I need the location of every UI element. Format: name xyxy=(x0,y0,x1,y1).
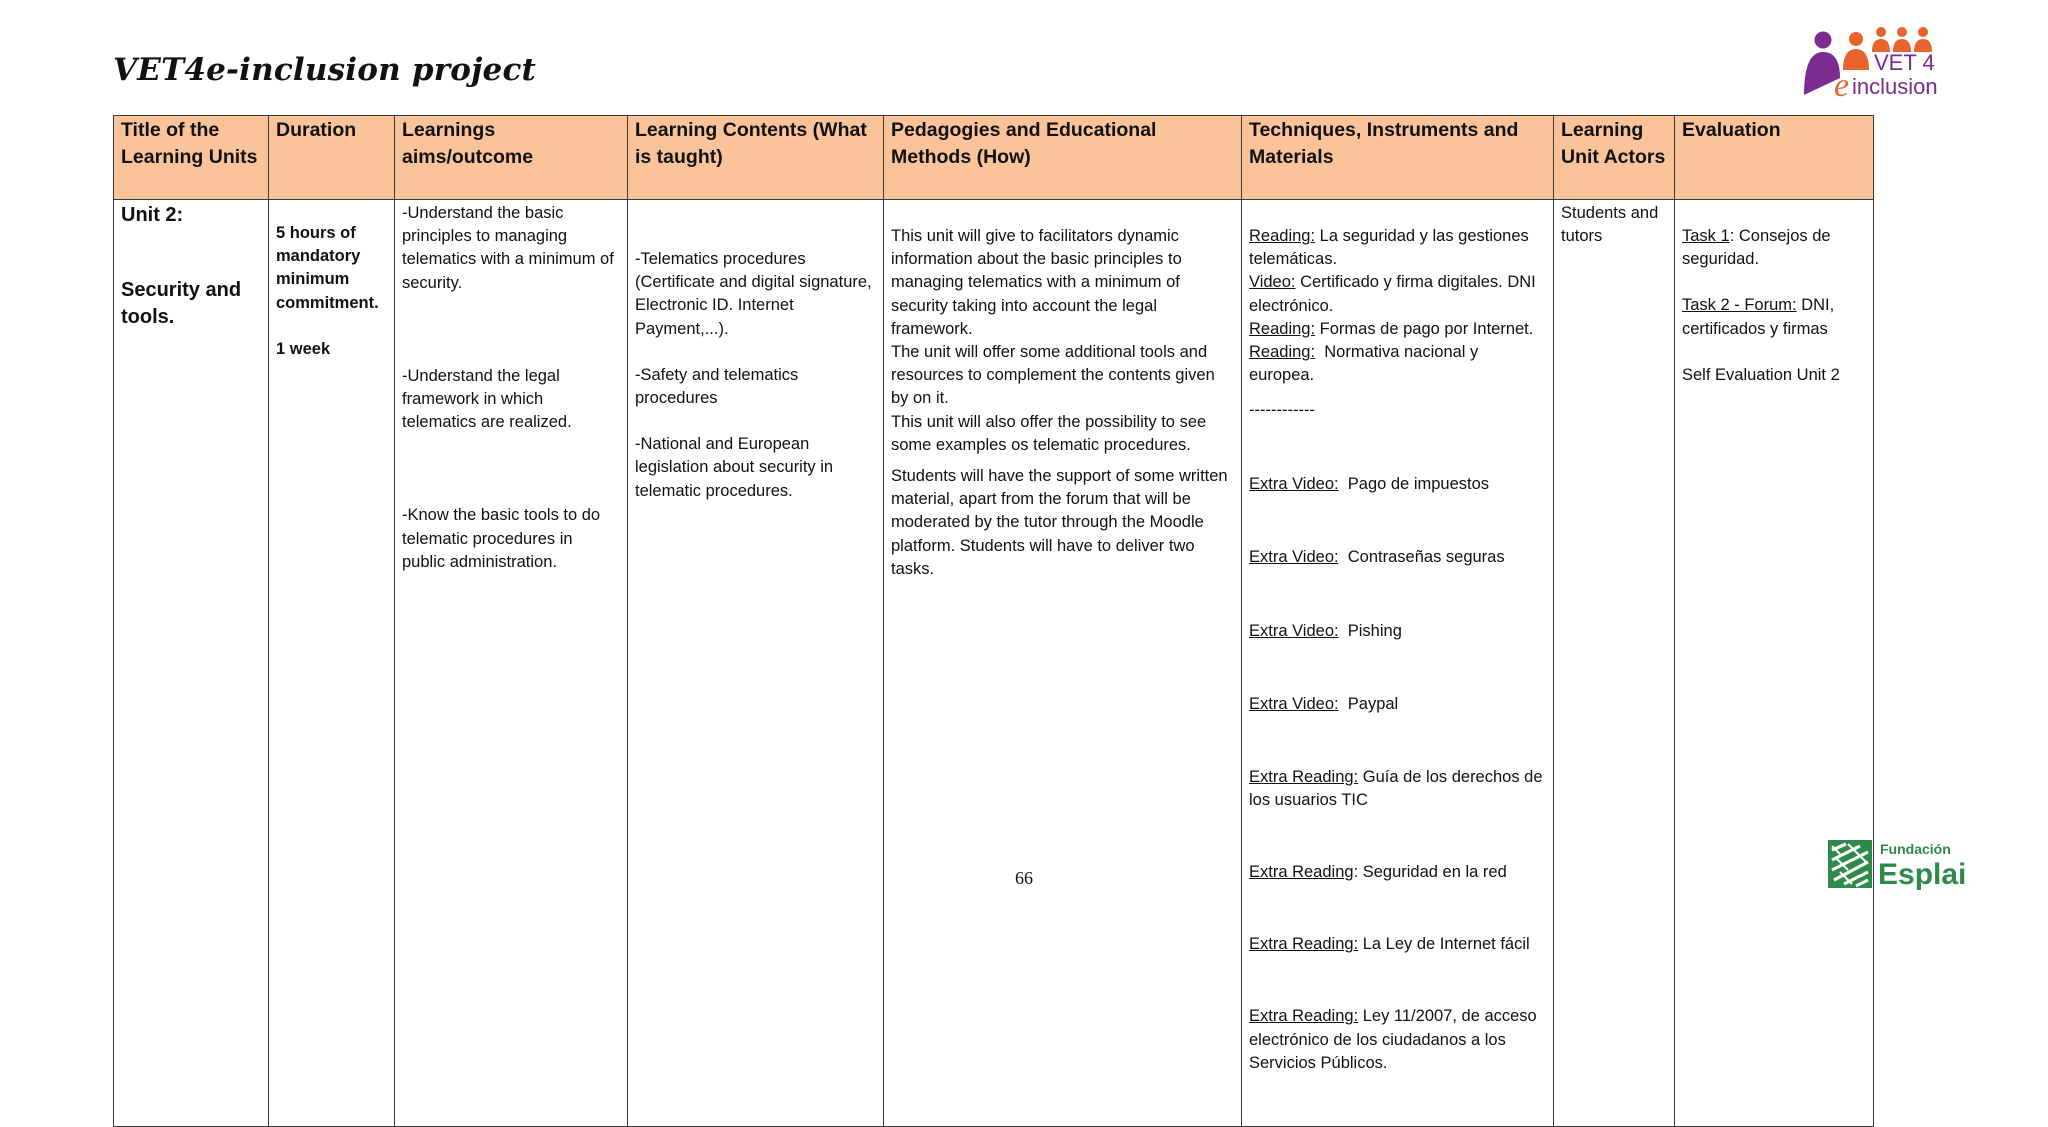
pedagogy-paragraph: This unit will give to facilitators dynamic information about the basic principles to managing telematics with a minimum of security taking into account the legal framework. xyxy=(891,227,1182,338)
page-number: 66 xyxy=(1015,868,1033,888)
content-item: -Safety and telematics procedures xyxy=(635,365,799,408)
aim-item: -Know the basic tools to do telematic procedures in public administration. xyxy=(402,506,601,571)
task-text: : Consejos de seguridad. xyxy=(1682,227,1831,269)
extra-text: La Ley de Internet fácil xyxy=(1358,935,1530,954)
evaluation-task-2 xyxy=(1682,294,1866,340)
esplai-leaf-icon xyxy=(1828,840,1872,888)
material-item xyxy=(1249,225,1546,271)
extra-text: Paypal xyxy=(1338,695,1399,714)
task-label: Task 2 - Forum: xyxy=(1682,296,1797,315)
material-item xyxy=(1249,318,1546,341)
cell-unit-title xyxy=(114,200,269,1127)
header-learning-contents: Learning Contents (What is taught) xyxy=(628,116,884,200)
header-techniques: Techniques, Instruments and Materials xyxy=(1242,116,1554,200)
extra-label: Extra Reading: xyxy=(1249,1007,1359,1026)
material-label: Reading: xyxy=(1249,319,1316,338)
header-evaluation: Evaluation xyxy=(1675,116,1874,200)
extra-text: Pishing xyxy=(1338,621,1402,640)
extra-label: Extra Reading xyxy=(1249,863,1354,882)
extra-item xyxy=(1249,545,1546,570)
pedagogy-paragraph: The unit will offer some additional tools and resources to complement the contents given by on it. xyxy=(891,343,1215,408)
extra-label: Extra Reading: xyxy=(1249,935,1359,954)
cell-duration xyxy=(269,200,395,1127)
material-text: Normativa nacional y europea. xyxy=(1249,343,1483,385)
aim-item: -Understand the basic principles to managing telematics with a minimum of security. xyxy=(402,204,614,292)
pedagogy-paragraph: Students will have the support of some written material, apart from the forum that will be moderated by the tutor through the Moodle platform. Students will have to deliver two tasks. xyxy=(891,467,1228,578)
extra-item xyxy=(1249,1005,1546,1075)
extra-label: Extra Video: xyxy=(1249,548,1339,567)
extra-label: Extra Video: xyxy=(1249,474,1339,493)
learning-unit-table xyxy=(113,115,1874,1127)
extra-item xyxy=(1249,619,1546,644)
material-text: Certificado y firma digitales. DNI electrónico. xyxy=(1249,273,1536,315)
cell-learning-contents xyxy=(628,200,884,1127)
duration-hours: 5 hours of mandatory minimum commitment. xyxy=(276,224,379,312)
material-text: Formas de pago por Internet. xyxy=(1315,319,1534,338)
extra-label: Extra Video: xyxy=(1249,621,1339,640)
aim-item: -Understand the legal framework in which telematics are realized. xyxy=(402,366,572,432)
table-header-row xyxy=(114,116,1874,200)
cell-evaluation xyxy=(1675,200,1874,1127)
extra-item xyxy=(1249,933,1546,956)
extra-item xyxy=(1249,692,1546,717)
material-item xyxy=(1249,341,1546,387)
cell-techniques xyxy=(1242,200,1554,1127)
extra-text: : Seguridad en la red xyxy=(1353,863,1507,882)
content-item: -National and European legislation about security in telematic procedures. xyxy=(635,435,834,500)
fundacion-esplai-logo xyxy=(1826,836,1966,892)
material-label: Reading: xyxy=(1249,343,1316,362)
extra-list xyxy=(1249,423,1546,1124)
svg-text:Fundación: Fundación xyxy=(1880,841,1951,857)
separator-line: ------------ xyxy=(1249,401,1315,420)
vet4-inclusion-logo xyxy=(1796,20,1946,100)
extra-item xyxy=(1249,861,1546,884)
svg-text:Esplai: Esplai xyxy=(1878,858,1966,891)
extra-text: Guía de los derechos de los usuarios TIC xyxy=(1249,767,1548,809)
material-item xyxy=(1249,271,1546,317)
content-item: -Telematics procedures (Certificate and digital signature, Electronic ID. Internet Payment,...). xyxy=(635,250,872,338)
extra-text: Ley 11/2007, de acceso electrónico de los ciudadanos a los Servicios Públicos. xyxy=(1249,1007,1542,1072)
extra-item xyxy=(1249,472,1546,497)
table-row xyxy=(114,200,1874,1127)
material-label: Reading: xyxy=(1249,227,1316,245)
header-title-of-units: Title of the Learning Units xyxy=(114,116,269,200)
unit-number: Unit 2: xyxy=(121,204,184,226)
header-learning-aims: Learnings aims/outcome xyxy=(395,116,628,200)
duration-weeks: 1 week xyxy=(276,339,331,358)
cell-actors: Students and tutors xyxy=(1554,200,1675,1127)
unit-name: Security and tools. xyxy=(121,279,242,328)
extra-item xyxy=(1249,766,1546,812)
header-duration: Duration xyxy=(269,116,395,200)
material-label: Video: xyxy=(1249,273,1296,292)
header-pedagogies: Pedagogies and Educational Methods (How) xyxy=(884,116,1242,200)
extra-label: Extra Reading: xyxy=(1249,767,1359,786)
extra-label: Extra Video: xyxy=(1249,695,1339,714)
self-evaluation: Self Evaluation Unit 2 xyxy=(1682,365,1840,384)
svg-text:e: e xyxy=(1834,67,1850,100)
svg-text:VET 4: VET 4 xyxy=(1874,50,1935,75)
svg-text:inclusion: inclusion xyxy=(1852,74,1938,99)
header-actors: Learning Unit Actors xyxy=(1554,116,1675,200)
cell-learning-aims xyxy=(395,200,628,1127)
evaluation-task-1 xyxy=(1682,225,1866,271)
extra-text: Pago de impuestos xyxy=(1338,474,1490,493)
material-text: La seguridad y las gestiones telemáticas. xyxy=(1249,227,1529,269)
task-text: DNI, certificados y firmas xyxy=(1682,296,1835,338)
page-title: VET4e-inclusion project xyxy=(113,52,537,88)
task-label: Task 1 xyxy=(1682,227,1730,245)
extra-text: Contraseñas seguras xyxy=(1338,548,1505,567)
cell-pedagogies xyxy=(884,200,1242,1127)
pedagogy-paragraph: This unit will also offer the possibility to see some examples os telematic procedures. xyxy=(891,412,1207,454)
